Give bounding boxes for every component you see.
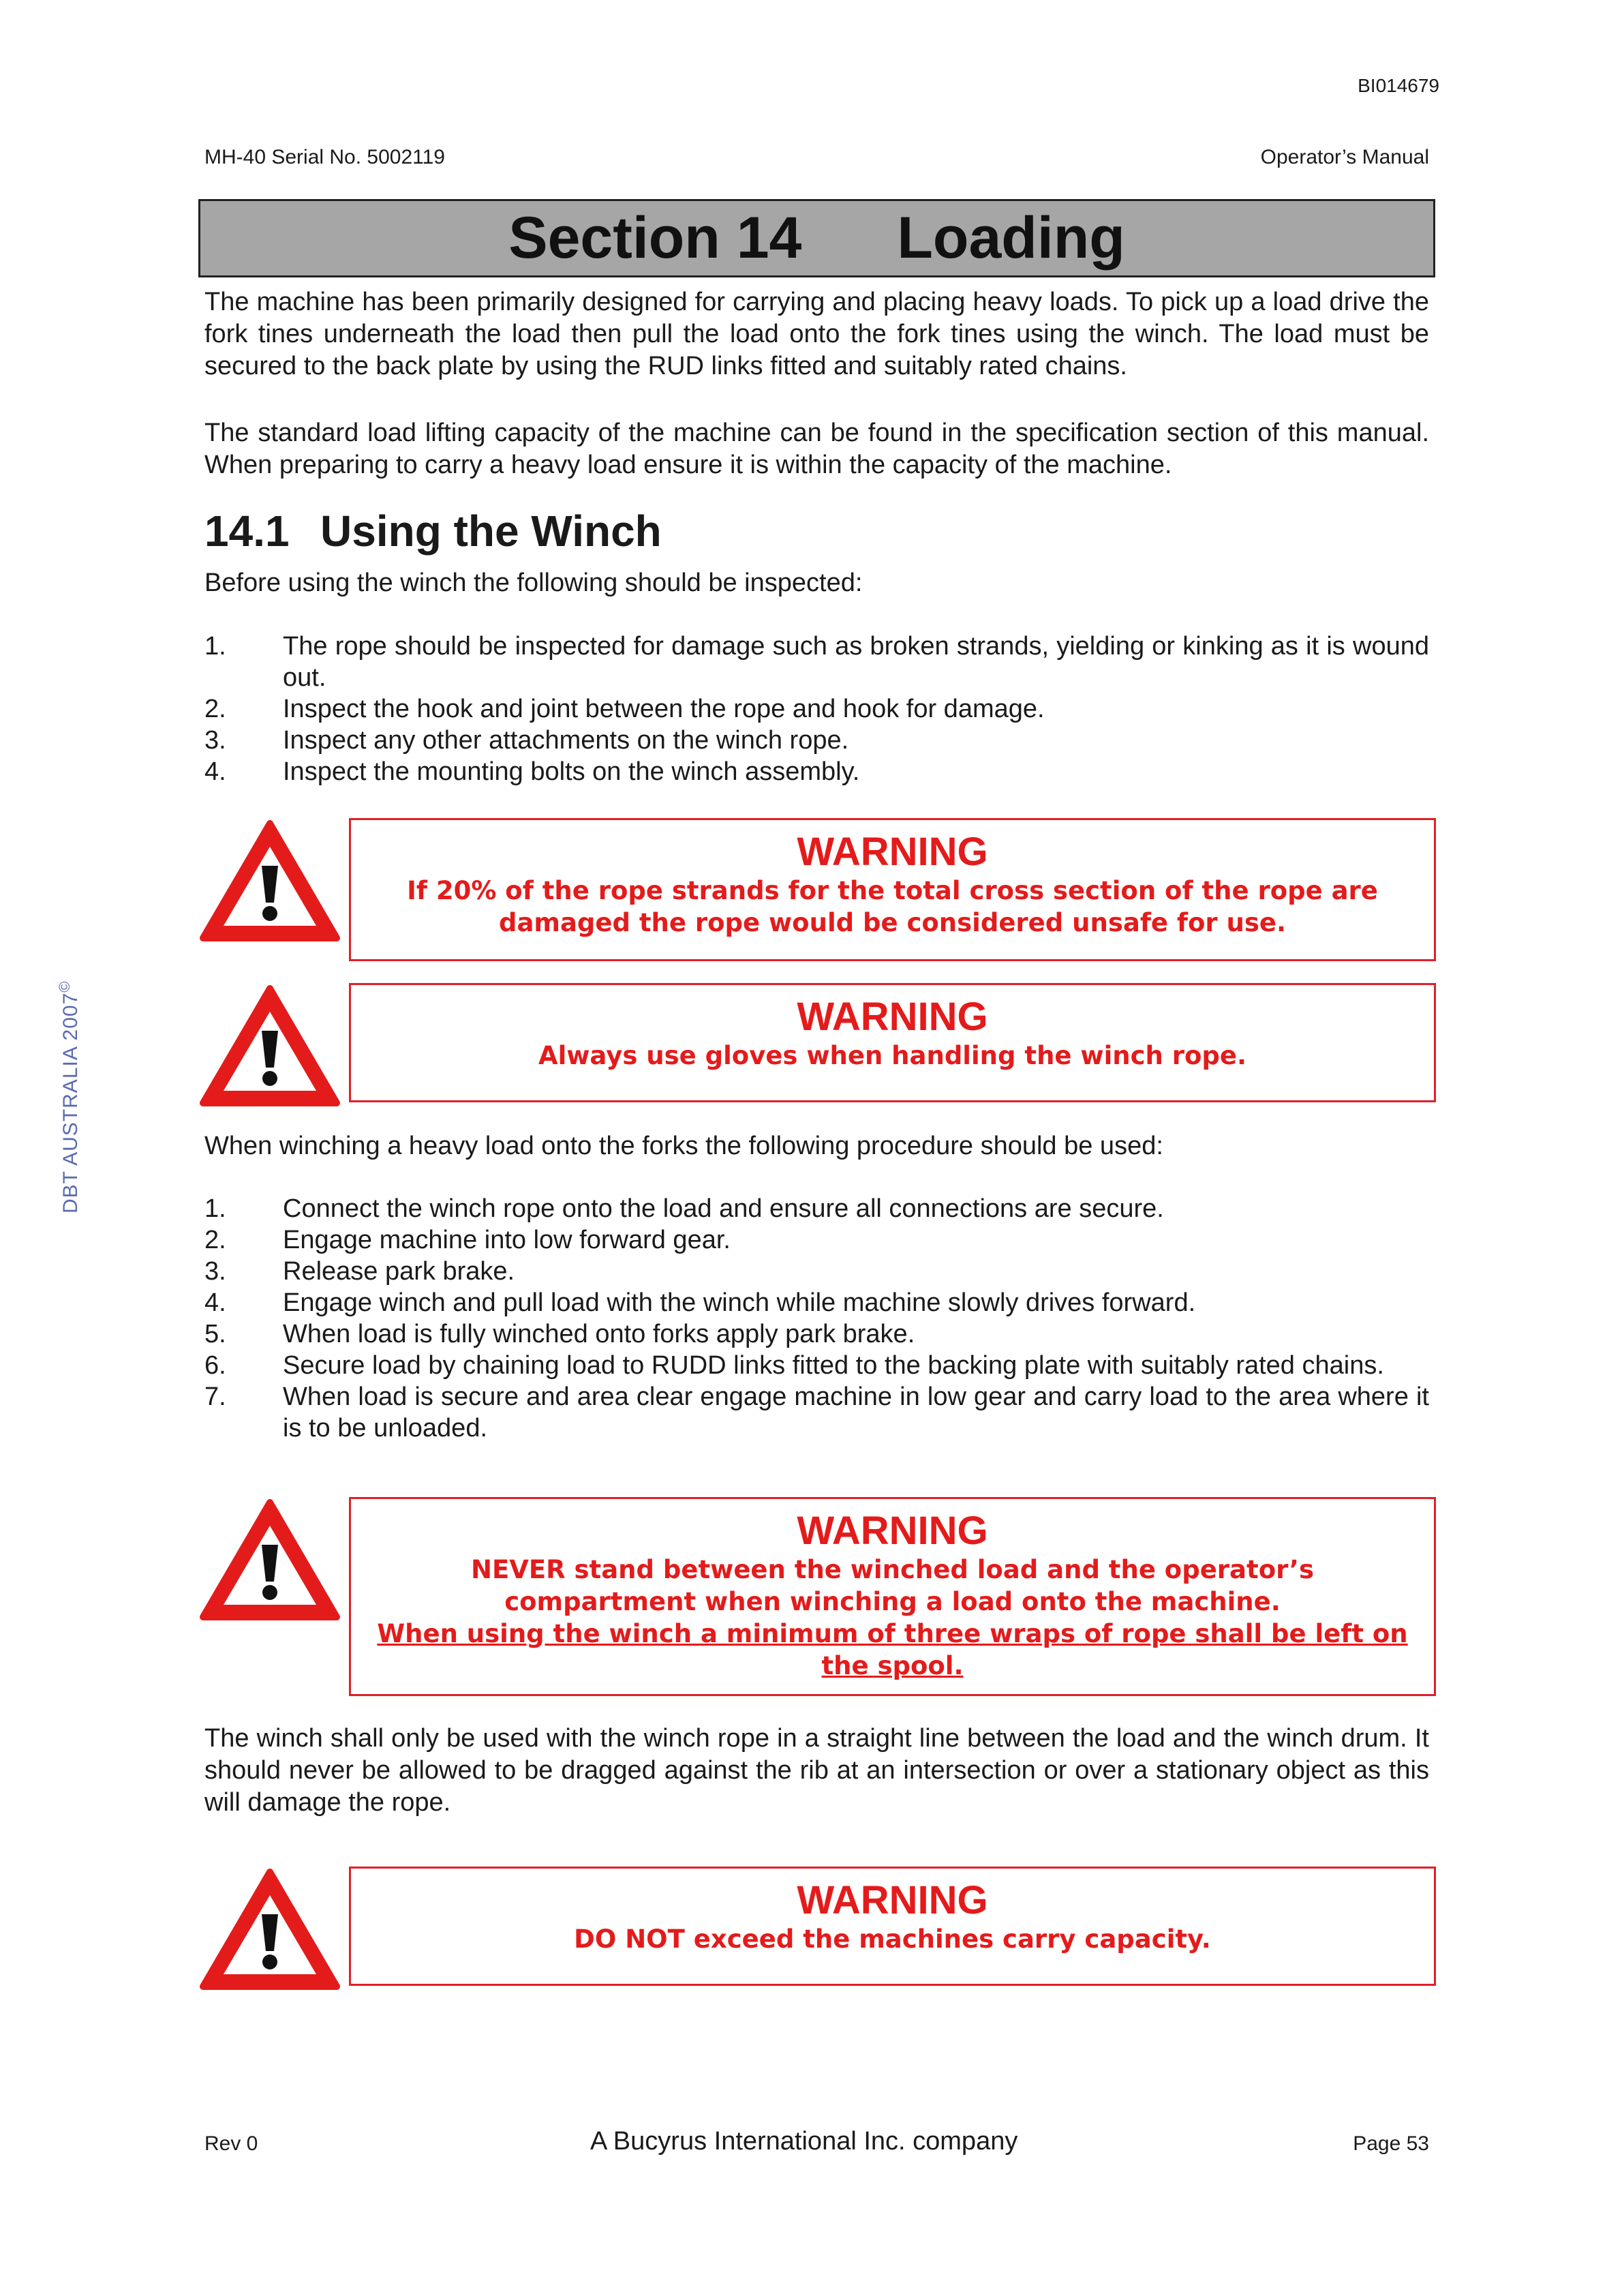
header-serial: MH-40 Serial No. 5002119 — [204, 146, 445, 168]
warning-triangle-icon — [198, 1867, 342, 1992]
closing-paragraph: The winch shall only be used with the winch rope in a straight line between the load and the winch drum. It should never be allowed to be dragged against the rib at an intersection or over a stationary object as this will damage the rope. — [204, 1724, 1429, 1817]
list-item: 6. Secure load by chaining load to RUDD links fitted to the backing plate with suitably rated chains. — [204, 1351, 1384, 1380]
inspect-list — [204, 631, 1429, 787]
warning-box — [349, 818, 1436, 961]
copyright-symbol: © — [56, 980, 73, 993]
copyright-side-text — [56, 981, 82, 1214]
list-item: 1. Connect the winch rope onto the load and ensure all connections are secure. — [204, 1194, 1164, 1223]
footer-revision: Rev 0 — [204, 2132, 258, 2155]
list-item: 2. Inspect the hook and joint between the rope and hook for damage. — [204, 695, 1045, 723]
list-item: 1. The rope should be inspected for damage such as broken strands, yielding or kinking as it is wound out. — [204, 632, 1429, 692]
list-item: 4. Engage winch and pull load with the winch while machine slowly drives forward. — [204, 1288, 1196, 1317]
procedure-list — [204, 1193, 1429, 1444]
footer-company: A Bucyrus International Inc. company — [590, 2127, 1018, 2156]
warning-message: DO NOT exceed the machines carry capacity. — [574, 1924, 1211, 1954]
subsection-title: Using the Winch — [320, 507, 662, 556]
list-item: 7. When load is secure and area clear engage machine in low gear and carry load to the area where it is to be unloaded. — [204, 1383, 1429, 1442]
footer-page-number: Page 53 — [1353, 2132, 1429, 2155]
warning-box — [349, 983, 1436, 1102]
intro-paragraph-2: The standard load lifting capacity of the machine can be found in the specification section of this manual. When preparing to carry a heavy load ensure it is within the capacity of the machine. — [204, 419, 1429, 479]
list-item: 3. Release park brake. — [204, 1257, 515, 1286]
subsection-heading — [204, 506, 662, 556]
section-number: Section 14 — [508, 205, 802, 271]
list-item: 5. When load is fully winched onto forks apply park brake. — [204, 1320, 915, 1348]
warning-triangle-icon — [198, 983, 342, 1108]
inspect-lead: Before using the winch the following should be inspected: — [204, 569, 863, 597]
warning-message: Always use gloves when handling the winch rope. — [538, 1041, 1247, 1070]
warning-triangle-icon — [198, 1497, 342, 1622]
warning-box — [349, 1497, 1436, 1696]
warning-heading: WARNING — [797, 1509, 988, 1553]
intro-paragraph-1: The machine has been primarily designed for carrying and placing heavy loads. To pick up a load drive the fork tines underneath the load then pull the load onto the fork tines using the winch. The load must be secured to the back plate by using the RUD links fitted and suitably rated chains. — [204, 288, 1429, 380]
section-name: Loading — [897, 205, 1125, 271]
warning-box — [349, 1867, 1436, 1986]
warning-message: NEVER stand between the winched load and the operator’s compartment when winching a load onto the machine. — [470, 1555, 1315, 1616]
document-id: BI014679 — [1358, 75, 1439, 96]
warning-heading: WARNING — [797, 1878, 988, 1922]
warning-heading: WARNING — [797, 830, 988, 874]
header-manual: Operator’s Manual — [1260, 146, 1429, 168]
warning-message: If 20% of the rope strands for the total cross section of the rope are damaged the rope would be considered unsafe for use. — [407, 876, 1378, 937]
copyright-label: DBT AUSTRALIA 2007 — [59, 992, 82, 1213]
list-item: 4. Inspect the mounting bolts on the winch assembly. — [204, 757, 860, 786]
list-item: 3. Inspect any other attachments on the winch rope. — [204, 726, 849, 755]
procedure-lead: When winching a heavy load onto the forks the following procedure should be used: — [204, 1132, 1163, 1160]
warning-heading: WARNING — [797, 995, 988, 1039]
warning-triangle-icon — [198, 818, 342, 943]
subsection-number: 14.1 — [204, 507, 290, 556]
section-title-bar — [198, 199, 1435, 277]
list-item: 2. Engage machine into low forward gear. — [204, 1226, 731, 1254]
warning-message-underlined: When using the winch a minimum of three wraps of rope shall be left on the spool. — [377, 1619, 1408, 1680]
